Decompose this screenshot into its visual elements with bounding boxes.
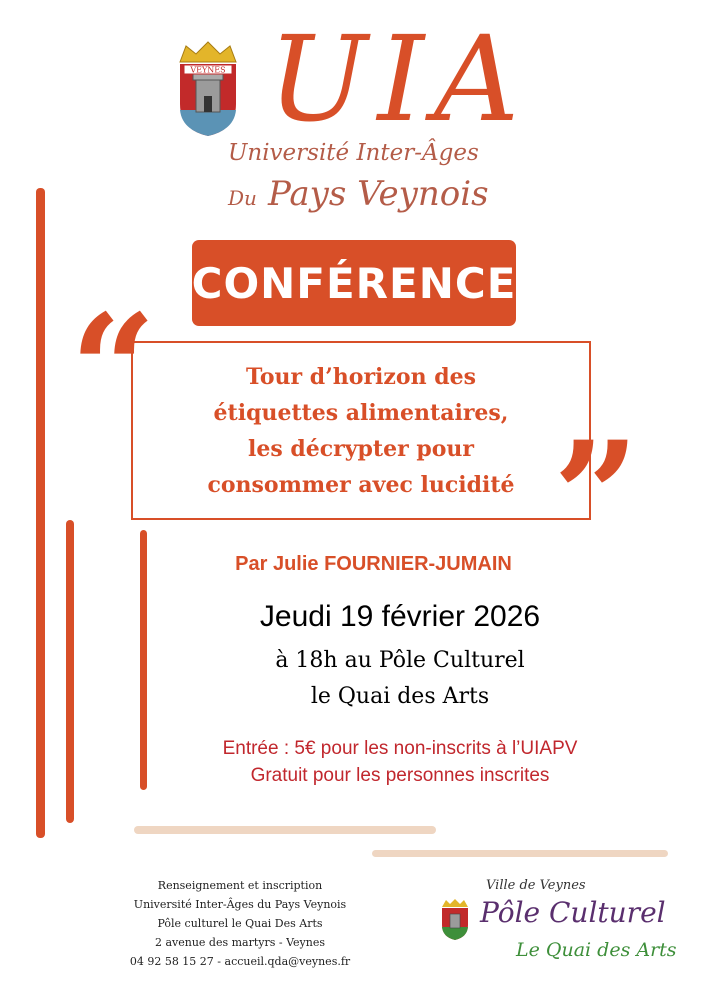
uia-logo-text: UIA bbox=[268, 10, 530, 148]
brush-stroke-horizontal bbox=[134, 826, 436, 834]
university-line2-prefix: Du bbox=[228, 186, 257, 210]
contact-line: Pôle culturel le Quai Des Arts bbox=[157, 917, 323, 930]
talk-title-box bbox=[131, 341, 591, 520]
university-name-line2 bbox=[228, 174, 489, 214]
talk-title-line: étiquettes alimentaires, bbox=[213, 400, 509, 426]
price-info-line1: Entrée : 5€ pour les non-inscrits à l’UIAPV bbox=[222, 738, 578, 759]
price-info-line2: Gratuit pour les personnes inscrites bbox=[250, 765, 550, 786]
speaker-line bbox=[0, 553, 707, 576]
event-venue: le Quai des Arts bbox=[310, 684, 490, 709]
contact-line: 2 avenue des martyrs - Veynes bbox=[154, 936, 326, 949]
talk-title-line: les décrypter pour bbox=[248, 436, 474, 462]
contact-line: 04 92 58 15 27 - accueil.qda@veynes.fr bbox=[129, 955, 351, 968]
pole-name: Pôle Culturel bbox=[480, 896, 666, 929]
pole-city: Ville de Veynes bbox=[486, 878, 586, 893]
event-time-place: à 18h au Pôle Culturel bbox=[275, 648, 525, 673]
speaker-name: Par Julie FOURNIER-JUMAIN bbox=[235, 553, 512, 575]
veynes-crest-icon bbox=[176, 38, 240, 138]
talk-title bbox=[133, 359, 589, 503]
university-name-line1: Université Inter-Âges bbox=[228, 140, 479, 166]
contact-line: Université Inter-Âges du Pays Veynois bbox=[133, 898, 347, 911]
close-quote-icon: ” bbox=[553, 409, 640, 585]
contact-info bbox=[120, 876, 360, 971]
pole-subtitle: Le Quai des Arts bbox=[516, 939, 677, 961]
conference-label: CONFÉRENCE bbox=[191, 258, 517, 308]
talk-title-line: consommer avec lucidité bbox=[207, 472, 515, 498]
brush-stroke-horizontal bbox=[372, 850, 668, 857]
brush-stroke-vertical bbox=[36, 188, 45, 838]
talk-title-line: Tour d’horizon des bbox=[245, 364, 476, 390]
crest-label: VEYNES bbox=[190, 65, 226, 75]
open-quote-icon: “ bbox=[70, 282, 157, 458]
conference-badge bbox=[192, 240, 516, 326]
contact-line: Renseignement et inscription bbox=[157, 879, 323, 892]
event-date: Jeudi 19 février 2026 bbox=[259, 600, 541, 633]
pole-culturel-crest-icon bbox=[440, 897, 470, 941]
university-line2-main: Pays Veynois bbox=[268, 174, 489, 214]
